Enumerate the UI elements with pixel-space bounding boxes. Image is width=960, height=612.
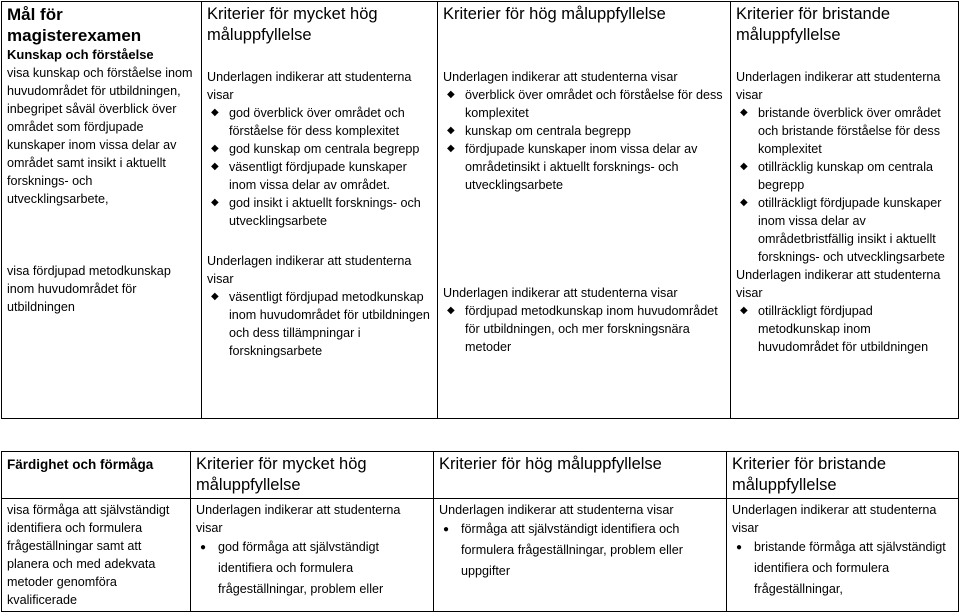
list-item: ◆ väsentligt fördjupade kunskaper inom vissa delar av området. <box>211 160 407 192</box>
list-item: ● bristande förmåga att självständigt identifiera och formulera frågeställningar, <box>732 537 954 600</box>
goal-text: visa kunskap och förståelse inom huvudområdet för utbildningen, inbegripet såväl överblick över området som fördjupade kunskaper inom vissa delar av området samt insikt i aktuellt forsknings- och utvecklingsarbete, <box>7 66 193 206</box>
diamond-bullet-icon: ◆ <box>447 89 455 100</box>
diamond-bullet-icon: ◆ <box>447 143 455 154</box>
diamond-bullet-icon: ◆ <box>740 161 748 172</box>
bullet-icon: ● <box>200 542 207 553</box>
criteria-list <box>439 519 722 582</box>
criteria-list <box>732 537 954 600</box>
diamond-bullet-icon: ◆ <box>740 305 748 316</box>
criteria-intro: Underlagen indikerar att studenterna visar <box>196 503 401 535</box>
list-item: ● god förmåga att självständigt identifiera och formulera frågeställningar, problem eller <box>196 537 429 600</box>
list-item: ◆ överblick över området och förståelse för dess komplexitet <box>447 88 723 120</box>
diamond-bullet-icon: ◆ <box>211 143 219 154</box>
skills-subheading: Färdighet och förmåga <box>7 457 154 472</box>
criteria-intro: Underlagen indikerar att studenterna visar <box>207 254 412 286</box>
list-item: ◆ god överblick över området och förståelse för dess komplexitet <box>211 106 405 138</box>
very-high-heading: Kriterier för mycket hög måluppfyllelse <box>207 5 378 44</box>
criteria-list <box>443 302 726 356</box>
criteria-intro: Underlagen indikerar att studenterna visar <box>443 70 678 84</box>
criteria-list <box>196 537 429 600</box>
high-criteria-cell <box>434 499 727 612</box>
goals-cell <box>2 499 191 612</box>
criteria-list <box>736 302 954 356</box>
bullet-icon: ● <box>736 542 743 553</box>
criteria-intro: Underlagen indikerar att studenterna visar <box>207 70 412 102</box>
goals-heading: Mål för magisterexamen <box>7 5 142 45</box>
criteria-table-knowledge <box>1 1 959 419</box>
very-high-heading-cell <box>191 452 434 499</box>
bullet-icon: ● <box>443 524 450 535</box>
criteria-intro: Underlagen indikerar att studenterna visar <box>732 503 937 535</box>
goal-text: visa fördjupad metodkunskap inom huvudområdet för utbildningen <box>7 264 171 314</box>
diamond-bullet-icon: ◆ <box>211 291 219 302</box>
list-item: ◆ kunskap om centrala begrepp <box>447 124 631 138</box>
insufficient-heading: Kriterier för bristande måluppfyllelse <box>732 455 887 494</box>
very-high-heading: Kriterier för mycket hög måluppfyllelse <box>196 455 367 494</box>
list-item: ◆ god kunskap om centrala begrepp <box>211 142 420 156</box>
diamond-bullet-icon: ◆ <box>211 161 219 172</box>
criteria-intro: Underlagen indikerar att studenterna visar <box>439 503 674 517</box>
goals-cell <box>2 2 202 419</box>
list-item: ◆ väsentligt fördjupad metodkunskap inom huvudområdet för utbildningen och dess tillämpningar i forskningsarbete <box>211 290 430 358</box>
criteria-intro: Underlagen indikerar att studenterna visar <box>736 70 941 102</box>
insufficient-criteria-cell <box>731 2 959 419</box>
high-heading-cell <box>434 452 727 499</box>
list-item: ◆ fördjupade kunskaper inom vissa delar av områdetinsikt i aktuellt forsknings- och utvecklingsarbete <box>447 142 698 192</box>
criteria-list <box>736 104 954 266</box>
very-high-criteria-cell <box>202 2 438 419</box>
diamond-bullet-icon: ◆ <box>447 125 455 136</box>
criteria-intro: Underlagen indikerar att studenterna visar <box>736 268 941 300</box>
list-item: ● förmåga att självständigt identifiera och formulera frågeställningar, problem eller uppgifter <box>439 519 722 582</box>
insufficient-criteria-cell <box>727 499 959 612</box>
criteria-list <box>443 86 726 194</box>
diamond-bullet-icon: ◆ <box>211 107 219 118</box>
high-heading: Kriterier för hög måluppfyllelse <box>443 5 666 23</box>
insufficient-heading: Kriterier för bristande måluppfyllelse <box>736 5 891 44</box>
knowledge-subheading: Kunskap och förståelse <box>7 47 154 62</box>
list-item: ◆ otillräckligt fördjupade kunskaper inom vissa delar av områdetbristfällig insikt i aktuellt forsknings- och utvecklingsarbete <box>740 196 945 264</box>
list-item: ◆ god insikt i aktuellt forsknings- och utvecklingsarbete <box>211 196 421 228</box>
insufficient-heading-cell <box>727 452 959 499</box>
list-item: ◆ otillräcklig kunskap om centrala begrepp <box>740 160 933 192</box>
list-item: ◆ fördjupad metodkunskap inom huvudområdet för utbildningen, och mer forskningsnära metoder <box>447 304 718 354</box>
high-heading: Kriterier för hög måluppfyllelse <box>439 455 662 473</box>
diamond-bullet-icon: ◆ <box>447 305 455 316</box>
criteria-list <box>207 104 433 230</box>
very-high-criteria-cell <box>191 499 434 612</box>
list-item: ◆ bristande överblick över området och bristande förståelse för dess komplexitet <box>740 106 941 156</box>
criteria-table-skills <box>1 451 959 612</box>
criteria-intro: Underlagen indikerar att studenterna visar <box>443 286 678 300</box>
high-criteria-cell <box>438 2 731 419</box>
diamond-bullet-icon: ◆ <box>740 197 748 208</box>
criteria-list <box>207 288 433 360</box>
list-item: ◆ otillräckligt fördjupad metodkunskap inom huvudområdet för utbildningen <box>740 304 929 354</box>
diamond-bullet-icon: ◆ <box>740 107 748 118</box>
goal-text: visa förmåga att självständigt identifiera och formulera frågeställningar samt att planera och med adekvata metoder genomföra kvalificerade <box>7 503 170 607</box>
skills-heading-cell <box>2 452 191 499</box>
diamond-bullet-icon: ◆ <box>211 197 219 208</box>
